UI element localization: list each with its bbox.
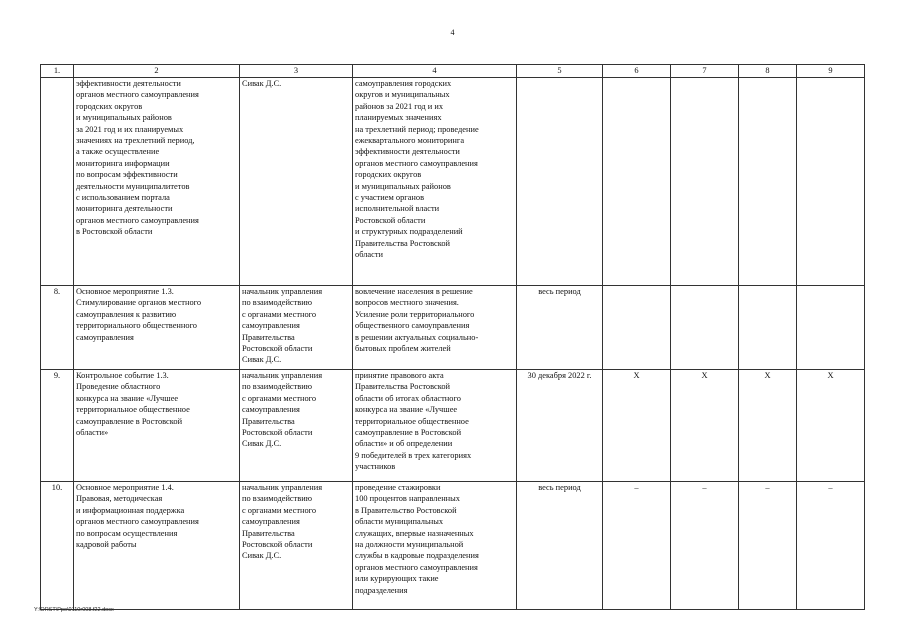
cell-line: начальник управления — [242, 483, 323, 492]
cell-line: эффективности деятельности — [355, 147, 460, 157]
activity-cell — [74, 78, 240, 286]
indicator-cell — [671, 286, 739, 370]
cell-line: Контрольное событие 1.3. — [76, 371, 169, 380]
cell-line: Правительства — [242, 528, 295, 538]
cell-line: конкурса на звание «Лучшее — [355, 405, 458, 415]
cell-line: на должности муниципальной — [355, 540, 464, 550]
cell-line: в решении актуальных социально- — [355, 332, 479, 342]
row-number-cell — [41, 78, 74, 286]
cell-line: по вопросам осуществления — [76, 528, 178, 538]
cell-line: Ростовской области — [242, 344, 313, 354]
cell-line: Проведение областного — [76, 382, 161, 392]
cell-line: эффективности деятельности — [76, 79, 181, 88]
cell-line: ежеквартального мониторинга — [355, 136, 465, 146]
header-cell: 5 — [517, 65, 603, 78]
indicator-cell: – — [797, 482, 865, 610]
indicator-cell — [739, 286, 797, 370]
cell-line: Основное мероприятие 1.3. — [76, 287, 174, 296]
cell-line: по вопросам эффективности — [76, 170, 178, 180]
cell-line: планируемых значениях — [355, 113, 442, 123]
cell-line: самоуправления — [242, 321, 300, 331]
result-cell — [353, 78, 517, 286]
cell-line: территориального общественного — [76, 321, 197, 331]
cell-line: деятельности муниципалитетов — [76, 181, 190, 191]
plan-table — [40, 64, 865, 610]
cell-line: территориальное общественное — [355, 416, 469, 426]
indicator-cell — [603, 78, 671, 286]
cell-line: и информационная поддержка — [76, 505, 185, 515]
cell-line: участников — [355, 462, 396, 472]
deadline-cell: весь период — [517, 286, 603, 370]
indicator-cell — [739, 78, 797, 286]
cell-line: районов за 2021 год и их — [355, 101, 444, 111]
cell-line: мониторинга деятельности — [76, 204, 173, 214]
cell-line: Правительства — [242, 416, 295, 426]
cell-line: в Ростовской области — [76, 227, 153, 237]
cell-line: области — [355, 250, 383, 260]
cell-line: органов местного самоуправления — [76, 90, 199, 100]
responsible-cell — [240, 286, 353, 370]
header-cell: 7 — [671, 65, 739, 78]
row-number-cell: 9. — [41, 370, 74, 482]
cell-line: в Правительство Ростовской — [355, 505, 457, 515]
cell-line: с органами местного — [242, 505, 317, 515]
cell-line: Сивак Д.С. — [242, 551, 282, 561]
cell-line: области об итогах областного — [355, 393, 461, 403]
cell-line: службы в кадровые подразделения — [355, 551, 479, 561]
table-row — [41, 78, 865, 286]
indicator-cell: X — [739, 370, 797, 482]
header-cell: 6 — [603, 65, 671, 78]
cell-line: с использованием портала — [76, 193, 170, 203]
deadline-cell: 30 декабря 2022 г. — [517, 370, 603, 482]
file-path-footer: Y:\ORST\Ppo\0110r008.f22.docx — [34, 607, 114, 613]
cell-line: самоуправления — [76, 332, 134, 342]
cell-line: с органами местного — [242, 393, 317, 403]
cell-line: самоуправление в Ростовской — [76, 416, 183, 426]
cell-line: Сивак Д.С. — [242, 439, 282, 449]
result-cell — [353, 370, 517, 482]
cell-line: по взаимодействию — [242, 494, 313, 504]
table-row — [41, 286, 865, 370]
cell-line: начальник управления — [242, 371, 323, 380]
cell-line: кадровой работы — [76, 540, 137, 550]
cell-line: Стимулирование органов местного — [76, 298, 202, 308]
cell-line: территориальное общественное — [76, 405, 190, 415]
cell-line: самоуправления городских — [355, 79, 452, 88]
indicator-cell — [797, 78, 865, 286]
cell-line: Основное мероприятие 1.4. — [76, 483, 174, 492]
indicator-cell — [797, 286, 865, 370]
page-number: 4 — [450, 28, 455, 37]
cell-line: значениях на трехлетний период, — [76, 136, 195, 146]
cell-line: области» — [76, 428, 109, 438]
cell-line: проведение стажировки — [355, 483, 441, 492]
deadline-cell — [517, 78, 603, 286]
cell-line: по взаимодействию — [242, 298, 313, 308]
cell-line: Сивак Д.С. — [242, 79, 282, 88]
cell-line: городских округов — [76, 101, 143, 111]
table-row — [41, 370, 865, 482]
cell-line: исполнительной власти — [355, 204, 440, 214]
cell-line: начальник управления — [242, 287, 323, 296]
cell-line: вопросов местного значения. — [355, 298, 459, 308]
cell-line: самоуправление в Ростовской — [355, 428, 462, 438]
activity-cell — [74, 482, 240, 610]
cell-line: органов местного самоуправления — [355, 158, 478, 168]
cell-line: и структурных подразделений — [355, 227, 463, 237]
deadline-cell: весь период — [517, 482, 603, 610]
indicator-cell: X — [603, 370, 671, 482]
cell-line: Правительства — [242, 332, 295, 342]
cell-line: на трехлетний период; проведение — [355, 124, 479, 134]
row-number-cell: 8. — [41, 286, 74, 370]
header-cell: 1. — [41, 65, 74, 78]
table-body — [41, 78, 865, 610]
indicator-cell: – — [603, 482, 671, 610]
indicator-cell: X — [797, 370, 865, 482]
cell-line: мониторинга информации — [76, 158, 170, 168]
header-cell: 8 — [739, 65, 797, 78]
cell-line: 100 процентов направленных — [355, 494, 460, 504]
activity-cell — [74, 286, 240, 370]
indicator-cell — [603, 286, 671, 370]
result-cell — [353, 286, 517, 370]
header-cell: 2 — [74, 65, 240, 78]
cell-line: Правительства Ростовской — [355, 382, 451, 392]
cell-line: Правительства Ростовской — [355, 238, 451, 248]
cell-line: области муниципальных — [355, 517, 444, 527]
result-cell — [353, 482, 517, 610]
cell-line: и муниципальных районов — [76, 113, 172, 123]
cell-line: подразделения — [355, 585, 408, 595]
cell-line: органов местного самоуправления — [355, 562, 478, 572]
cell-line: Ростовской области — [355, 215, 426, 225]
cell-line: бытовых проблем жителей — [355, 344, 451, 354]
header-row — [41, 65, 865, 78]
header-cell: 4 — [353, 65, 517, 78]
responsible-cell — [240, 78, 353, 286]
row-number-cell: 10. — [41, 482, 74, 610]
cell-line: с органами местного — [242, 309, 317, 319]
cell-line: самоуправления — [242, 405, 300, 415]
indicator-cell: – — [671, 482, 739, 610]
header-cell: 3 — [240, 65, 353, 78]
cell-line: вовлечение населения в решение — [355, 287, 473, 296]
cell-line: самоуправления к развитию — [76, 309, 177, 319]
cell-line: конкурса на звание «Лучшее — [76, 393, 179, 403]
cell-line: по взаимодействию — [242, 382, 313, 392]
indicator-cell — [671, 78, 739, 286]
cell-line: с участием органов — [355, 193, 425, 203]
cell-line: за 2021 год и их планируемых — [76, 124, 184, 134]
cell-line: или курирующих такие — [355, 574, 439, 584]
header-cell: 9 — [797, 65, 865, 78]
cell-line: и муниципальных районов — [355, 181, 451, 191]
cell-line: Правовая, методическая — [76, 494, 163, 504]
cell-line: городских округов — [355, 170, 422, 180]
indicator-cell: X — [671, 370, 739, 482]
table-row — [41, 482, 865, 610]
cell-line: органов местного самоуправления — [76, 215, 199, 225]
indicator-cell: – — [739, 482, 797, 610]
activity-cell — [74, 370, 240, 482]
cell-line: области» и об определении — [355, 439, 453, 449]
responsible-cell — [240, 482, 353, 610]
cell-line: Ростовской области — [242, 540, 313, 550]
responsible-cell — [240, 370, 353, 482]
cell-line: Усиление роли территориального — [355, 309, 475, 319]
cell-line: общественного самоуправления — [355, 321, 470, 331]
cell-line: 9 победителей в трех категориях — [355, 450, 472, 460]
cell-line: округов и муниципальных — [355, 90, 450, 100]
cell-line: а также осуществление — [76, 147, 160, 157]
cell-line: принятие правового акта — [355, 371, 444, 380]
cell-line: Ростовской области — [242, 428, 313, 438]
cell-line: органов местного самоуправления — [76, 517, 199, 527]
cell-line: Сивак Д.С. — [242, 355, 282, 365]
cell-line: самоуправления — [242, 517, 300, 527]
cell-line: служащих, впервые назначенных — [355, 528, 474, 538]
